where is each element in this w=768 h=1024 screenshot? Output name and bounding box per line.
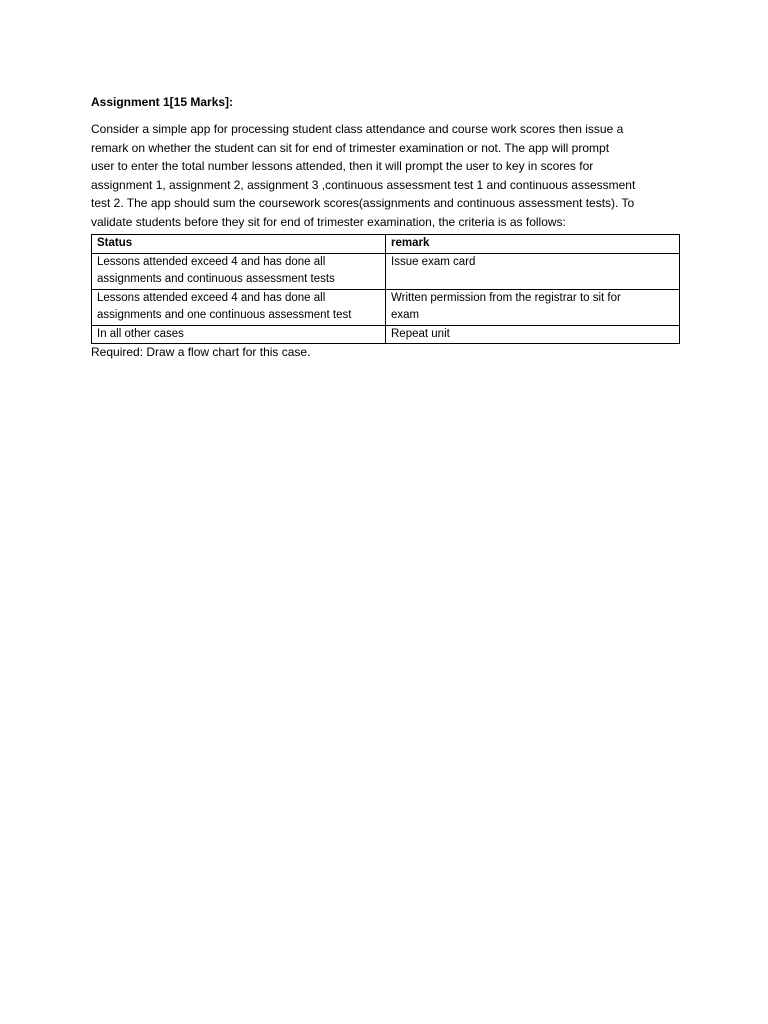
paragraph-line: user to enter the total number lessons attended, then it will prompt the user to key in scores for (91, 159, 594, 173)
status-cell (92, 325, 386, 344)
paragraph-line: validate students before they sit for end of trimester examination, the criteria is as follows: (91, 214, 566, 229)
status-text: Lessons attended exceed 4 and has done all (97, 291, 326, 304)
status-text: assignments and one continuous assessment test (97, 309, 352, 321)
remark-text: Repeat unit (391, 327, 450, 340)
remark-text: Written permission from the registrar to sit for (391, 291, 621, 304)
status-column-header: Status (92, 235, 386, 254)
status-cell (92, 253, 386, 289)
remark-cell (386, 289, 680, 325)
assignment-heading: Assignment 1[15 Marks]: (91, 95, 234, 109)
paragraph-line: remark on whether the student can sit for end of trimester examination or not. The app will prompt (91, 140, 610, 155)
remark-text: exam (391, 309, 420, 321)
paragraph-line: assignment 1, assignment 2, assignment 3 ,continuous assessment test 1 and continuous assessment (91, 177, 636, 192)
status-text: assignments and continuous assessment tests (97, 273, 335, 285)
table-row (92, 253, 680, 289)
status-cell (92, 289, 386, 325)
remark-cell (386, 253, 680, 289)
status-text: In all other cases (97, 327, 184, 340)
table-header-row (92, 235, 680, 254)
remark-cell (386, 325, 680, 344)
criteria-table (91, 234, 680, 344)
table-row (92, 325, 680, 344)
required-instruction: Required: Draw a flow chart for this case. (91, 345, 311, 359)
paragraph-line: test 2. The app should sum the coursework scores(assignments and continuous assessment tests). To (91, 196, 635, 210)
description-paragraph (91, 120, 671, 231)
status-text: Lessons attended exceed 4 and has done all (97, 255, 326, 268)
paragraph-line: Consider a simple app for processing student class attendance and course work scores then issue a (91, 122, 624, 136)
document-page (91, 94, 679, 360)
table-row (92, 289, 680, 325)
remark-text: Issue exam card (391, 255, 476, 268)
remark-column-header: remark (386, 235, 680, 254)
